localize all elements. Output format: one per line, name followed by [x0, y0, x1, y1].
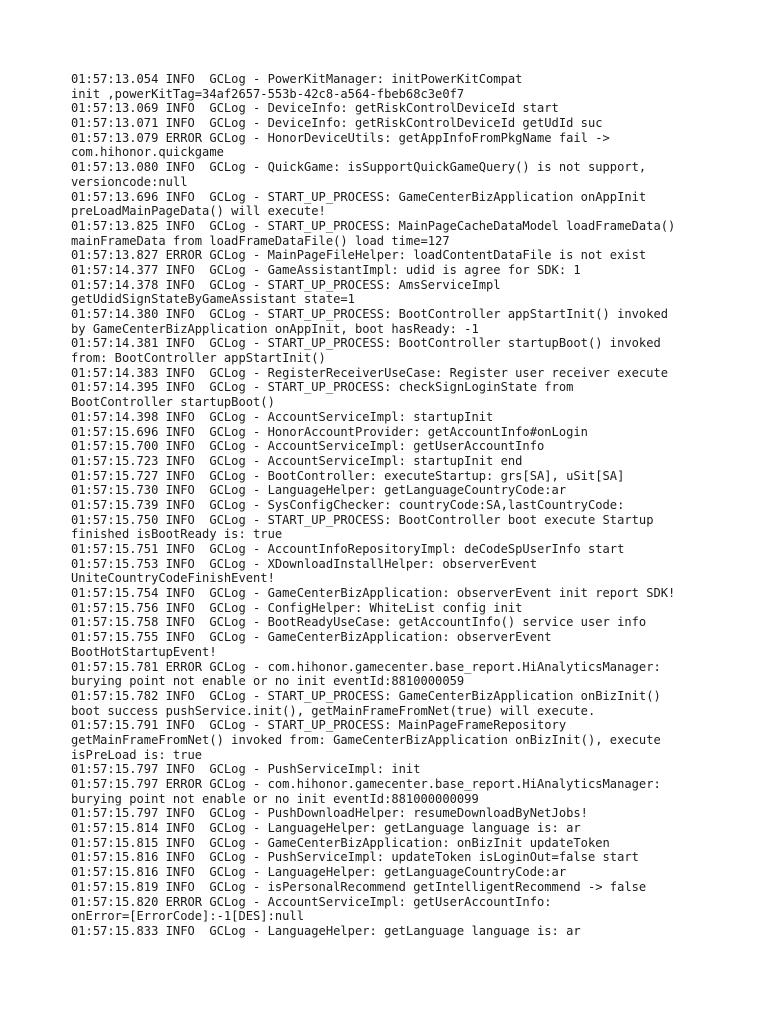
log-line: boot success pushService.init(), getMainFrameFromNet(true) will execute. — [71, 703, 596, 718]
log-line: 01:57:15.723 INFO GCLog - AccountServiceImpl: startupInit end — [71, 453, 523, 468]
log-line: 01:57:15.754 INFO GCLog - GameCenterBizApplication: observerEvent init report SDK! — [71, 586, 676, 601]
log-line: 01:57:15.782 INFO GCLog - START_UP_PROCESS: GameCenterBizApplication onBizInit() — [71, 688, 661, 703]
log-line: com.hihonor.quickgame — [71, 145, 224, 160]
log-line: 01:57:14.378 INFO GCLog - START_UP_PROCESS: AmsServiceImpl — [71, 277, 501, 292]
log-line: 01:57:15.730 INFO GCLog - LanguageHelper: getLanguageCountryCode:ar — [71, 483, 567, 498]
log-line: 01:57:15.751 INFO GCLog - AccountInfoRepositoryImpl: deCodeSpUserInfo start — [71, 542, 625, 556]
log-line: 01:57:14.383 INFO GCLog - RegisterReceiverUseCase: Register user receiver execute — [71, 365, 669, 380]
log-line: getMainFrameFromNet() invoked from: GameCenterBizApplication onBizInit(), execute — [71, 732, 661, 747]
log-line: mainFrameData from loadFrameDataFile() load time=127 — [71, 233, 450, 248]
log-document — [71, 72, 731, 939]
log-line: burying point not enable or no init eventId:8810000059 — [71, 674, 465, 689]
log-line: 01:57:13.080 INFO GCLog - QuickGame: isSupportQuickGameQuery() is not support, — [71, 160, 647, 175]
log-line: 01:57:15.791 INFO GCLog - START_UP_PROCESS: MainPageFrameRepository — [71, 718, 567, 733]
log-lines — [71, 72, 731, 939]
log-line: 01:57:14.398 INFO GCLog - AccountServiceImpl: startupInit — [71, 409, 494, 424]
log-line: 01:57:13.069 INFO GCLog - DeviceInfo: getRiskControlDeviceId start — [71, 101, 559, 116]
log-line: 01:57:15.816 INFO GCLog - PushServiceImpl: updateToken isLoginOut=false start — [71, 850, 639, 865]
log-line: 01:57:15.797 ERROR GCLog - com.hihonor.gamecenter.base_report.HiAnalyticsManager: — [71, 777, 661, 791]
log-line: 01:57:15.820 ERROR GCLog - AccountServiceImpl: getUserAccountInfo: — [71, 894, 552, 909]
log-line: 01:57:14.380 INFO GCLog - START_UP_PROCESS: BootController appStartInit() invoked — [71, 307, 669, 321]
log-line: 01:57:15.797 INFO GCLog - PushServiceImpl: init — [71, 762, 421, 777]
log-line: isPreLoad is: true — [71, 747, 203, 762]
log-line: by GameCenterBizApplication onAppInit, boot hasReady: -1 — [71, 321, 479, 336]
log-line: finished isBootReady is: true — [71, 527, 283, 542]
log-line: 01:57:15.816 INFO GCLog - LanguageHelper: getLanguageCountryCode:ar — [71, 865, 567, 880]
log-line: BootController startupBoot() — [71, 395, 275, 410]
log-line: 01:57:15.797 INFO GCLog - PushDownloadHelper: resumeDownloadByNetJobs! — [71, 806, 588, 821]
log-line: 01:57:15.814 INFO GCLog - LanguageHelper: getLanguage language is: ar — [71, 821, 581, 836]
log-line: 01:57:13.054 INFO GCLog - PowerKitManager: initPowerKitCompat — [71, 72, 523, 86]
log-line: 01:57:15.819 INFO GCLog - isPersonalRecommend getIntelligentRecommend -> false — [71, 879, 647, 894]
log-line: 01:57:15.815 INFO GCLog - GameCenterBizApplication: onBizInit updateToken — [71, 835, 610, 850]
log-line: 01:57:13.079 ERROR GCLog - HonorDeviceUtils: getAppInfoFromPkgName fail -> — [71, 130, 610, 145]
log-line: 01:57:15.727 INFO GCLog - BootController: executeStartup: grs[SA], uSit[SA] — [71, 468, 625, 483]
log-line: 01:57:15.700 INFO GCLog - AccountServiceImpl: getUserAccountInfo — [71, 439, 545, 454]
log-line: 01:57:13.071 INFO GCLog - DeviceInfo: getRiskControlDeviceId getUdId suc — [71, 116, 603, 131]
log-line: 01:57:14.395 INFO GCLog - START_UP_PROCESS: checkSignLoginState from — [71, 380, 574, 395]
log-line: 01:57:15.756 INFO GCLog - ConfigHelper: WhiteList config init — [71, 600, 523, 615]
log-line: BootHotStartupEvent! — [71, 644, 217, 659]
log-line: 01:57:15.753 INFO GCLog - XDownloadInstallHelper: observerEvent — [71, 556, 537, 571]
log-line: versioncode:null — [71, 174, 188, 189]
log-line: 01:57:15.696 INFO GCLog - HonorAccountProvider: getAccountInfo#onLogin — [71, 424, 588, 439]
log-line: 01:57:15.739 INFO GCLog - SysConfigChecker: countryCode:SA,lastCountryCode: — [71, 497, 625, 512]
log-line: 01:57:13.696 INFO GCLog - START_UP_PROCESS: GameCenterBizApplication onAppInit — [71, 189, 647, 204]
log-line: 01:57:15.755 INFO GCLog - GameCenterBizApplication: observerEvent — [71, 630, 552, 645]
log-line: from: BootController appStartInit() — [71, 351, 326, 366]
log-line: 01:57:14.377 INFO GCLog - GameAssistantImpl: udid is agree for SDK: 1 — [71, 262, 581, 277]
log-line: UniteCountryCodeFinishEvent! — [71, 571, 275, 586]
log-line: 01:57:13.827 ERROR GCLog - MainPageFileHelper: loadContentDataFile is not exist — [71, 248, 647, 263]
log-line: onError=[ErrorCode]:-1[DES]:null — [71, 909, 304, 924]
log-line: 01:57:13.825 INFO GCLog - START_UP_PROCESS: MainPageCacheDataModel loadFrameData() — [71, 218, 676, 233]
log-line: 01:57:15.750 INFO GCLog - START_UP_PROCESS: BootController boot execute Startup — [71, 512, 654, 527]
log-line: preLoadMainPageData() will execute! — [71, 204, 326, 219]
log-line: init ,powerKitTag=34af2657-553b-42c8-a564-fbeb68c3e0f7 — [71, 86, 465, 101]
log-line: 01:57:14.381 INFO GCLog - START_UP_PROCESS: BootController startupBoot() invoked — [71, 336, 661, 351]
log-line: 01:57:15.758 INFO GCLog - BootReadyUseCase: getAccountInfo() service user info — [71, 615, 647, 630]
log-line: 01:57:15.781 ERROR GCLog - com.hihonor.gamecenter.base_report.HiAnalyticsManager: — [71, 659, 661, 674]
log-line: getUdidSignStateByGameAssistant state=1 — [71, 292, 355, 307]
log-line: 01:57:15.833 INFO GCLog - LanguageHelper: getLanguage language is: ar — [71, 923, 581, 938]
log-line: burying point not enable or no init eventId:881000000099 — [71, 791, 479, 806]
